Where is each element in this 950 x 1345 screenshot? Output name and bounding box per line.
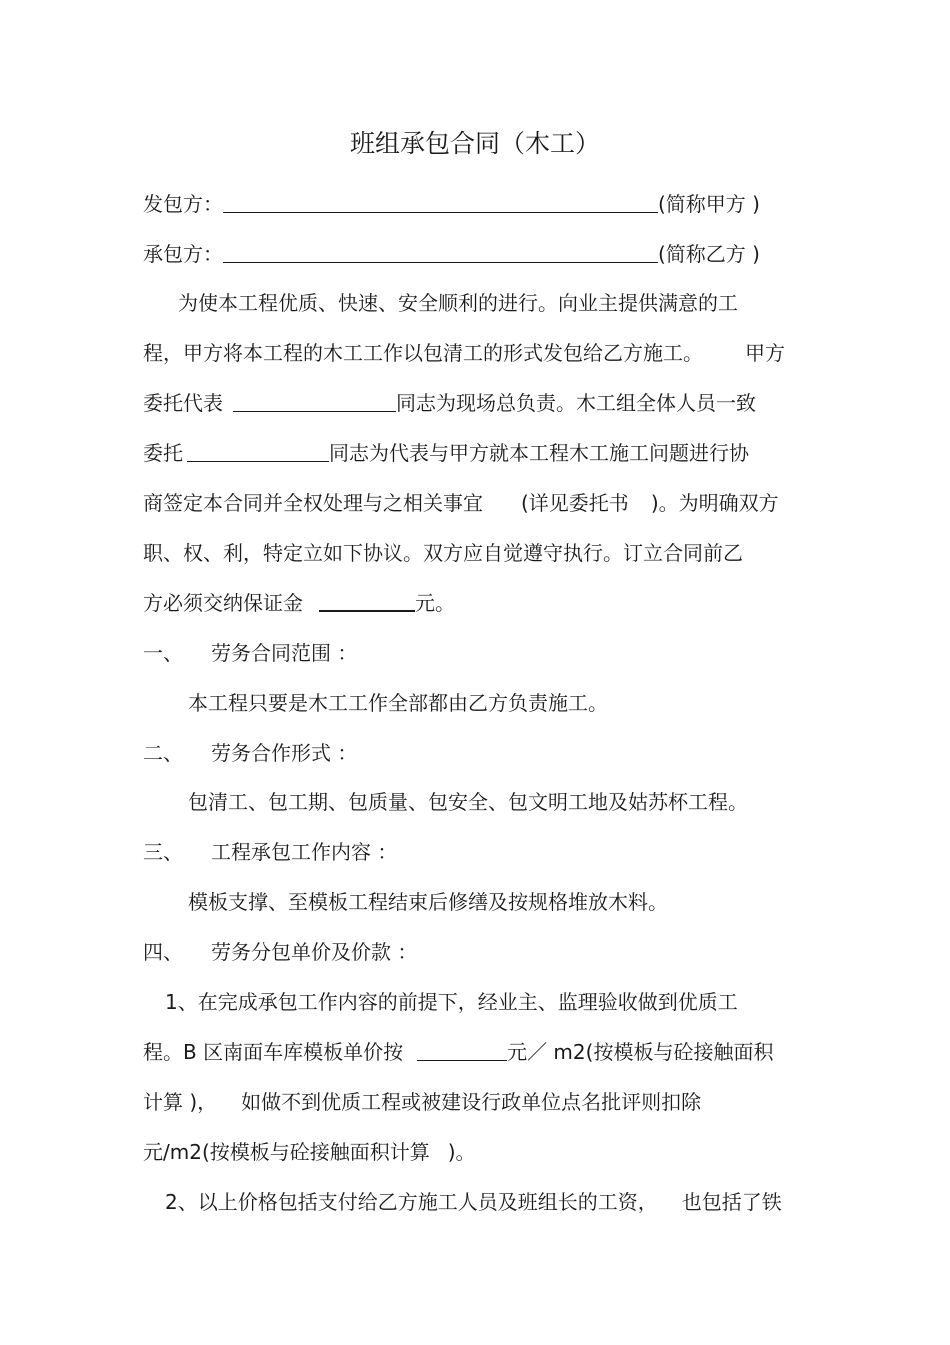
intro-line-4-text: 同志为代表与甲方就本工程木工施工问题进行协	[329, 441, 749, 465]
section-1-number: 一、	[143, 641, 183, 665]
section-3-body: 模板支撑、至模板工程结束后修缮及按规格堆放木料。	[188, 890, 668, 914]
section-3-number: 三、	[143, 840, 183, 864]
section-1-body: 本工程只要是木工工作全部都由乙方负责施工。	[188, 691, 608, 715]
section-1-heading	[143, 640, 357, 666]
section-2-number: 二、	[143, 741, 183, 765]
subcontractor-suffix: (简称乙方 )	[658, 242, 760, 266]
subcontractor-name-blank	[223, 242, 658, 263]
section-4-title: 劳务分包单价及价款 ：	[211, 940, 418, 964]
intro-line-2-party: 甲方	[745, 341, 785, 365]
clause-1-line-4	[143, 1139, 476, 1165]
intro-line-5-ref: (详见委托书	[521, 491, 629, 515]
intro-line-7-unit: 元。	[415, 591, 455, 615]
representative-blank	[187, 441, 329, 462]
intro-line-3	[143, 390, 756, 416]
subcontractor-label: 承包方：	[143, 242, 223, 266]
unit-price-blank	[417, 1040, 507, 1061]
section-2-heading	[143, 740, 357, 766]
section-4-heading	[143, 939, 417, 965]
contractor-line	[143, 191, 760, 217]
intro-line-4-lead: 委托	[143, 441, 183, 465]
clause-2-line-1-text: 2、以上价格包括支付给乙方施工人员及班组长的工资，	[165, 1190, 658, 1214]
intro-line-5-tail: )。为明确双方	[650, 491, 779, 515]
contractor-name-blank	[223, 192, 658, 213]
clause-1-line-3	[143, 1089, 701, 1115]
intro-line-3-lead: 委托代表	[143, 391, 223, 415]
document-title: 班组承包合同（木工）	[349, 129, 600, 158]
intro-line-7	[143, 590, 455, 616]
clause-2-line-1-tail: 也包括了铁	[681, 1190, 782, 1214]
contractor-suffix: (简称甲方 )	[658, 192, 760, 216]
section-1-title: 劳务合同范围 ：	[211, 641, 358, 665]
section-2-title: 劳务合作形式 ：	[211, 741, 358, 765]
clause-1-line-2-lead: 程。B 区南面车库模板单价按	[143, 1040, 404, 1064]
clause-1-line-3-text: 如做不到优质工程或被建设行政单位点名批评则扣除	[241, 1090, 702, 1114]
subcontractor-line	[143, 241, 760, 267]
contractor-label: 发包方：	[143, 192, 223, 216]
deposit-amount-blank	[319, 590, 415, 612]
intro-line-1: 为使本工程优质、快速、安全顺利的进行。向业主提供满意的工	[178, 291, 738, 315]
intro-line-2	[143, 340, 785, 366]
clause-1-line-4-text: 元/m2(按模板与砼接触面积计算	[143, 1140, 430, 1164]
intro-line-4	[143, 440, 749, 466]
clause-1-line-2-tail: 元／ m2(按模板与砼接触面积	[507, 1040, 774, 1064]
clause-2-line-1	[165, 1189, 782, 1215]
clause-1-line-1: 1、在完成承包工作内容的前提下，经业主、监理验收做到优质工	[165, 990, 738, 1014]
intro-line-7-lead: 方必须交纳保证金	[143, 591, 303, 615]
section-3-title: 工程承包工作内容 ：	[211, 840, 398, 864]
intro-line-5	[143, 490, 779, 516]
clause-1-line-2	[143, 1039, 773, 1065]
section-4-number: 四、	[143, 940, 183, 964]
clause-1-line-3-lead: 计算 )，	[143, 1090, 218, 1114]
clause-1-line-4-tail: )。	[447, 1140, 476, 1164]
section-3-heading	[143, 839, 397, 865]
section-2-body: 包清工、包工期、包质量、包安全、包文明工地及姑苏杯工程。	[188, 790, 748, 814]
intro-line-6: 职、权、利，特定立如下协议。双方应自觉遵守执行。订立合同前乙	[143, 541, 743, 565]
intro-line-5-text: 商签定本合同并全权处理与之相关事宜	[143, 491, 483, 515]
intro-line-2-text: 程，甲方将本工程的木工工作以包清工的形式发包给乙方施工。	[143, 341, 703, 365]
site-manager-blank	[233, 391, 396, 412]
intro-line-3-text: 同志为现场总负责。木工组全体人员一致	[396, 391, 756, 415]
